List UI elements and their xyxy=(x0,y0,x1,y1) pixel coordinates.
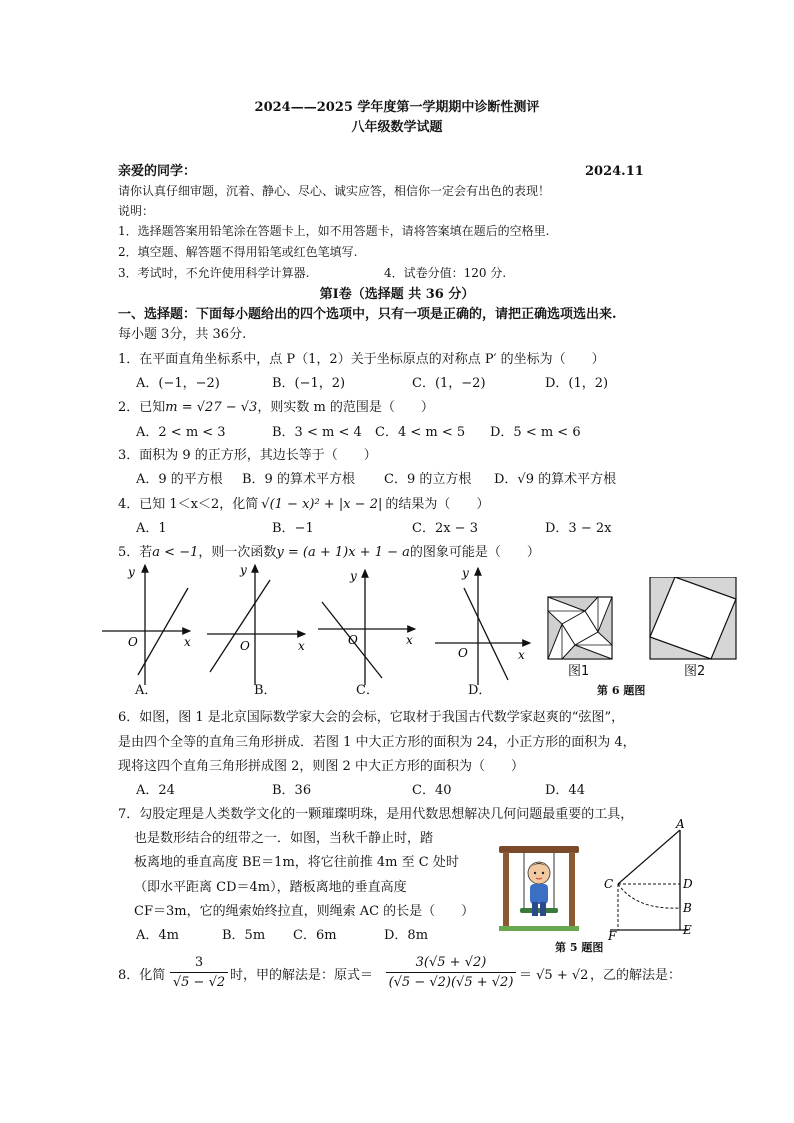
q7-option-d: D．8m xyxy=(384,928,429,943)
q6-option-b: B．36 xyxy=(272,783,312,798)
point-a-label: A xyxy=(676,818,685,831)
q6-option-d: D．44 xyxy=(545,783,585,798)
graph-a-x-label: x xyxy=(184,635,191,649)
q8-fraction-1-den: √5 − √2 xyxy=(172,974,226,990)
graph-a xyxy=(102,565,191,685)
greeting: 亲爱的同学： xyxy=(118,164,197,179)
notes-label: 说明： xyxy=(118,204,155,218)
q7-figure-caption: 第 5 题图 xyxy=(555,941,604,954)
note-3: 3．考试时，不允许使用科学计算器. xyxy=(118,266,310,280)
q8-pre: 8．化简 xyxy=(118,968,166,983)
q3-option-c: C．9 的立方根 xyxy=(384,472,472,487)
q2-option-d: D．5 < m < 6 xyxy=(490,425,581,440)
q5-stem-post: 的图象可能是（ ） xyxy=(409,545,540,560)
exam-subtitle: 八年级数学试题 xyxy=(351,120,443,135)
q7-option-a: A．4m xyxy=(136,928,179,943)
q7-line-2: 也是数形结合的纽带之一．如图，当秋千静止时，踏 xyxy=(134,831,434,846)
q4-option-c: C．2x − 3 xyxy=(412,521,478,536)
fig6-figure1 xyxy=(548,597,612,659)
q6-option-c: C．40 xyxy=(412,783,452,798)
fig6-label-1: 图1 xyxy=(568,664,590,679)
graph-d xyxy=(435,566,530,685)
fig6-label-2: 图2 xyxy=(684,664,706,679)
q4-expression: √(1 − x)² + |x − 2| xyxy=(261,497,383,512)
q2-stem-pre: 2．已知 xyxy=(118,400,166,415)
q7-option-b: B．5m xyxy=(222,928,266,943)
q7-line-5: CF＝3m，它的绳索始终拉直，则绳索 AC 的长是（ ） xyxy=(134,904,475,919)
point-b-label: B xyxy=(683,901,692,915)
note-4: 4．试卷分值：120 分. xyxy=(384,266,507,280)
q5-stem-pre: 5．若 xyxy=(118,545,153,560)
q8-post: ，乙的解法是： xyxy=(590,968,682,983)
point-f-label: F xyxy=(608,929,617,942)
q2-option-c: C．4 < m < 5 xyxy=(375,425,466,440)
q4-option-b: B．−1 xyxy=(272,521,314,536)
graph-b-x-label: x xyxy=(298,639,305,653)
q7-line-4: （即水平距离 CD＝4m），踏板离地的垂直高度 xyxy=(134,880,407,895)
q8-fraction-2-den: (√5 − √2)(√5 + √2) xyxy=(388,974,514,990)
q8-fraction-1-num: 3 xyxy=(170,955,228,973)
q7-option-c: C．6m xyxy=(293,928,337,943)
q2-expression: m = √27 − √3 xyxy=(165,400,258,415)
q4-stem-post: 的结果为（ ） xyxy=(385,497,490,512)
q5-option-a: A． xyxy=(135,683,158,698)
q1-stem: 1．在平面直角坐标系中，点 P（1，2）关于坐标原点的对称点 P′ 的坐标为（ ） xyxy=(118,352,605,367)
q7-geometry-figure xyxy=(596,818,706,942)
part-title: 第Ⅰ卷（选择题 共 36 分） xyxy=(319,287,475,302)
q5-graphs xyxy=(100,560,540,700)
q3-stem: 3．面积为 9 的正方形，其边长等于（ ） xyxy=(118,448,377,463)
swing-illustration xyxy=(494,840,584,932)
graph-c xyxy=(318,569,415,685)
q5-option-b: B． xyxy=(254,683,277,698)
point-c-label: C xyxy=(604,877,614,891)
q8-fraction-2-num: 3(√5 + √2) xyxy=(386,955,516,973)
q8-fraction-2 xyxy=(386,955,516,990)
fig6-figure2 xyxy=(650,577,736,659)
q1-option-a: A．(−1，−2) xyxy=(136,376,220,391)
q3-option-d: D．√9 的算术平方根 xyxy=(494,472,617,487)
exam-title: 2024——2025 学年度第一学期期中诊断性测评 xyxy=(254,100,540,115)
exam-date: 2024.11 xyxy=(585,164,644,179)
graph-c-y-label: y xyxy=(350,569,357,583)
fig6-caption: 第 6 题图 xyxy=(597,684,646,697)
graph-c-x-label: x xyxy=(406,633,413,647)
q8-result: ＝ √5 + √2 xyxy=(519,968,589,983)
q2-stem xyxy=(118,400,434,416)
q2-stem-post: ，则实数 m 的范围是（ ） xyxy=(257,400,434,415)
graph-d-y-label: y xyxy=(462,566,469,580)
q3-option-a: A．9 的平方根 xyxy=(136,472,223,487)
q6-line-2: 是由四个全等的直角三角形拼成．若图 1 中大正方形的面积为 24，小正方形的面积为 4， xyxy=(118,735,636,750)
q2-option-a: A．2 < m < 3 xyxy=(136,425,226,440)
section-points: 每小题 3分，共 36分. xyxy=(118,327,247,342)
q4-option-a: A．1 xyxy=(136,521,167,536)
note-2: 2．填空题、解答题不得用铅笔或红色笔填写. xyxy=(118,245,358,259)
q6-line-1: 6．如图，图 1 是北京国际数学家大会的会标，它取材于我国古代数学家赵爽的“弦图”， xyxy=(118,710,625,725)
q8-mid: 时，甲的解法是：原式＝ xyxy=(230,968,374,983)
q7-line-1: 7．勾股定理是人类数学文化的一颗璀璨明珠，是用代数思想解决几何问题最重要的工具， xyxy=(118,807,634,822)
q8-fraction-1 xyxy=(170,955,228,990)
q5-stem xyxy=(118,545,540,561)
note-1: 1．选择题答案用铅笔涂在答题卡上，如不用答题卡，请将答案填在题后的空格里. xyxy=(118,224,550,238)
point-d-label: D xyxy=(683,877,693,891)
graph-d-origin: O xyxy=(458,646,468,660)
q2-option-b: B．3 < m < 4 xyxy=(272,425,362,440)
graph-c-origin: O xyxy=(348,633,358,647)
graph-b-y-label: y xyxy=(240,563,247,577)
q6-option-a: A．24 xyxy=(136,783,175,798)
q1-option-d: D．(1，2) xyxy=(545,376,609,391)
q5-stem-mid: ，则一次函数 xyxy=(198,545,277,560)
q7-line-3: 板离地的垂直高度 BE＝1m，将它往前推 4m 至 C 处时 xyxy=(134,855,459,870)
q1-option-b: B．(−1，2) xyxy=(272,376,346,391)
encourage-text: 请你认真仔细审题，沉着、静心、尽心、诚实应答，相信你一定会有出色的表现！ xyxy=(118,184,551,198)
q5-option-d: D． xyxy=(468,683,492,698)
q4-stem xyxy=(118,497,489,513)
graph-b-origin: O xyxy=(240,639,250,653)
graph-a-origin: O xyxy=(128,635,138,649)
graph-b xyxy=(207,563,305,685)
q6-line-3: 现将这四个直角三角形拼成图 2，则图 2 中大正方形的面积为（ ） xyxy=(118,759,524,774)
q3-option-b: B．9 的算术平方根 xyxy=(242,472,355,487)
point-e-label: E xyxy=(683,923,692,937)
section-instructions: 一、选择题：下面每小题给出的四个选项中，只有一项是正确的，请把正确选项选出来. xyxy=(118,307,617,322)
graph-d-x-label: x xyxy=(518,648,525,662)
q5-function: y = (a + 1)x + 1 − a xyxy=(276,545,410,560)
q4-stem-pre: 4．已知 1＜x＜2，化简 xyxy=(118,497,259,512)
graph-a-y-label: y xyxy=(128,565,135,579)
q4-option-d: D．3 − 2x xyxy=(545,521,612,536)
q5-condition: a < −1 xyxy=(152,545,199,560)
q1-option-c: C．(1，−2) xyxy=(412,376,486,391)
q5-option-c: C． xyxy=(356,683,379,698)
